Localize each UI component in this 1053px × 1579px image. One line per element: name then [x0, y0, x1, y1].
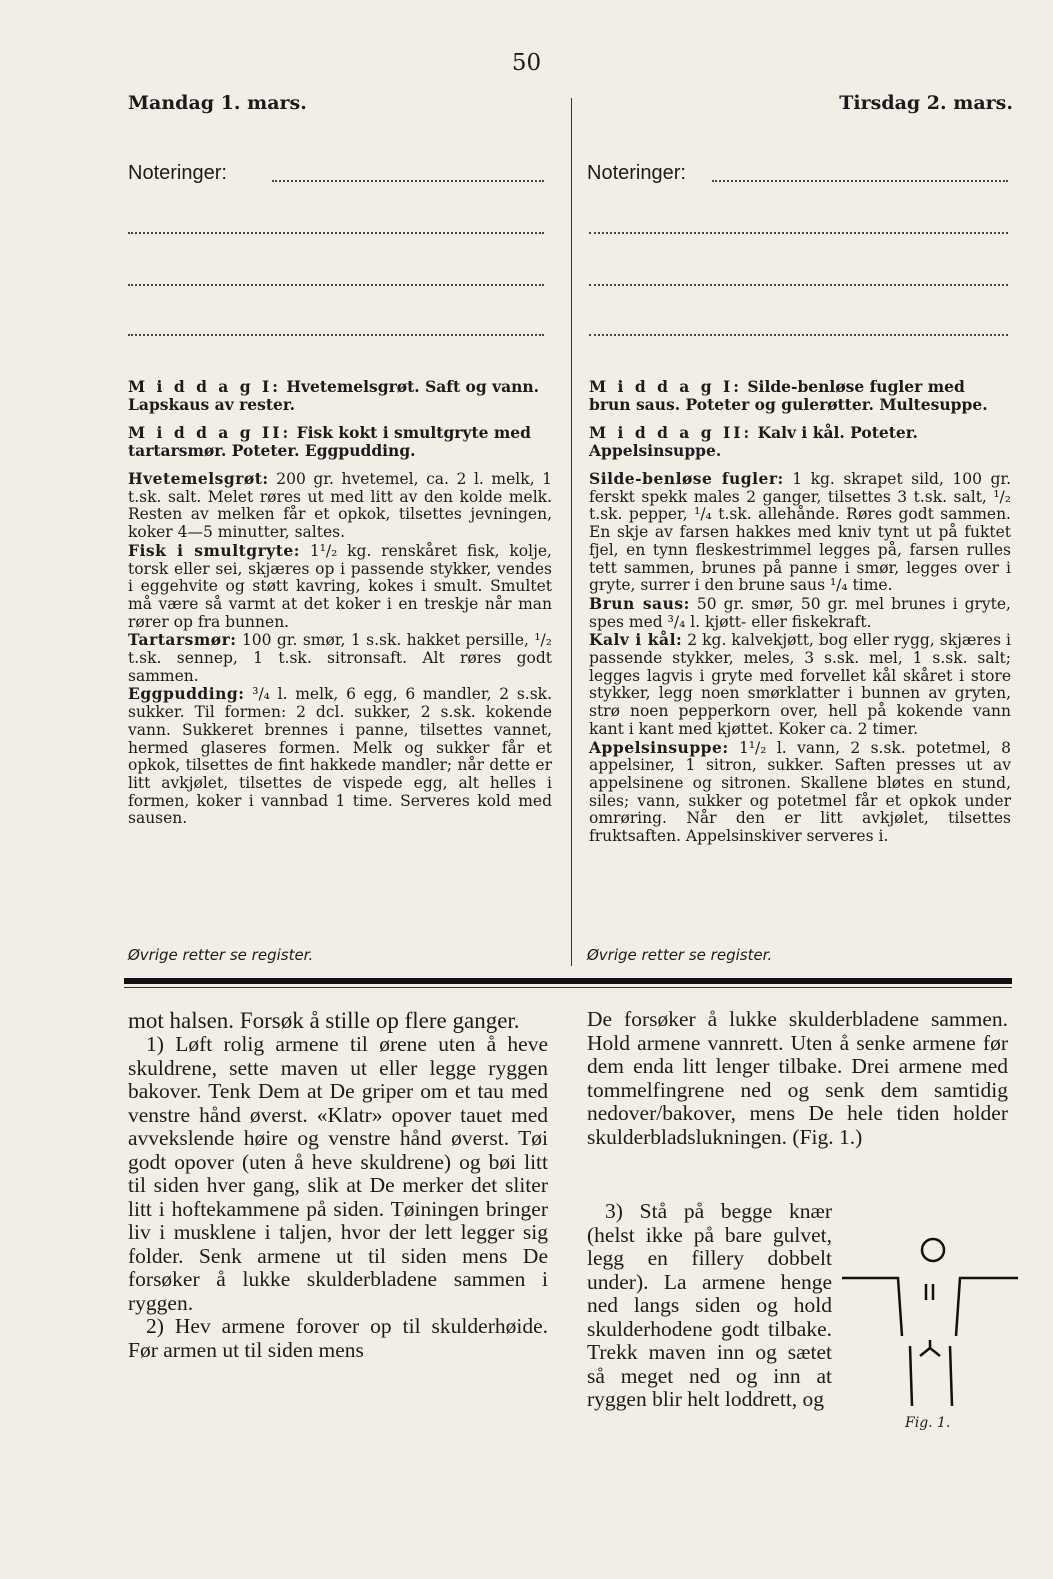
- recipe-title: Brun saus:: [589, 593, 690, 613]
- recipe-title: Appelsinsuppe:: [589, 737, 729, 757]
- right-notes-line: [589, 284, 1008, 286]
- exercise-right-column-continued: [587, 1200, 832, 1412]
- exercise-paragraph: 3) Stå på begge knær (helst ikke på bare gulvet, legg en fillery dobbelt under). La armene henge ned langs siden og hold skulderhodene godt tilbake. Trekk maven inn og sætet så meget ned og inn at ryggen blir helt loddrett, og: [587, 1199, 832, 1411]
- section-rule: [124, 978, 1012, 984]
- recipe-title: Silde-benløse fugler:: [589, 469, 784, 488]
- kneeling-figure-illustration: [840, 1228, 1020, 1438]
- recipe-text: 200 gr. hvetemel, ca. 2 l. melk, 1 t.sk. salt. Melet røres ut med litt av den kolde melk. Resten av melken får et opkok, tilsettes jevningen, koker 4—5 minutter, saltes.: [128, 470, 552, 542]
- menu-text: Silde-benløse fugler med brun saus. Poteter og gulerøtter. Multesuppe.: [589, 377, 988, 414]
- recipe-title: Fisk i smultgryte:: [128, 540, 301, 560]
- menu-text: Fisk kokt i smultgryte med tartarsmør. Poteter. Eggpudding.: [128, 423, 531, 460]
- section-rule-thin: [124, 987, 1012, 988]
- recipe-title: Hvetemelsgrøt:: [128, 469, 269, 488]
- left-notes-label: Noteringer:: [128, 162, 227, 184]
- left-menu: [128, 378, 552, 470]
- recipe-text: 1¹/₂ kg. renskåret fisk, kolje, torsk eller sei, skjæres op i passende stykker, vendes i eggehvite og støtt kavring, kokes i smult. Smultet må være så varmt at det koker i en treskje når man rører op fra bunnen.: [128, 541, 552, 631]
- figure-caption: Fig. 1.: [905, 1415, 951, 1431]
- recipe: [589, 631, 1011, 738]
- exercise-paragraph: 2) Hev armene forover op til skulderhøide. Før armen ut til siden mens: [128, 1314, 548, 1362]
- recipe: [589, 470, 1011, 595]
- left-notes-line: [128, 232, 544, 234]
- right-day-heading: Tirsdag 2. mars.: [839, 92, 1013, 114]
- left-notes-line: [128, 284, 544, 286]
- menu-prefix: M i d d a g II:: [589, 423, 753, 442]
- right-footer-note: Øvrige retter se register.: [587, 946, 773, 964]
- recipe: [589, 595, 1011, 631]
- menu-prefix: M i d d a g I:: [128, 377, 281, 396]
- right-notes-line: [589, 334, 1008, 336]
- menu-text: Hvetemelsgrøt. Saft og vann. Lapskaus av rester.: [128, 377, 540, 414]
- recipe-text: 100 gr. smør, 1 s.sk. hakket persille, ¹/₂ t.sk. sennep, 1 t.sk. sitronsaft. Alt røres godt sammen.: [128, 631, 552, 685]
- recipe: [128, 542, 552, 632]
- left-notes-line: [128, 334, 544, 336]
- right-notes-line: [589, 232, 1008, 234]
- column-divider: [571, 98, 572, 966]
- recipe-title: Eggpudding:: [128, 684, 245, 704]
- right-menu: [589, 378, 1011, 470]
- recipe-text: 1 kg. skrapet sild, 100 gr. ferskt spekk males 2 ganger, tilsettes 3 t.sk. salt, ¹/₂ t.sk. pepper, ¹/₄ t.sk. allehånde. Røres godt sammen. En skje av farsen hakkes med kniv tynt ut på fuktet fjel, en tynn fleskestrimmel legges på, farsen rulles tett sammen, brunes på panne i smør, legges over i gryte, surrer i den brune saus ¹/₄ time.: [589, 470, 1011, 595]
- right-notes-label: Noteringer:: [587, 162, 686, 184]
- exercise-paragraph: 1) Løft rolig armene til ørene uten å heve skuldrene, sette maven ut eller legge ryggen bakover. Tenk Dem at De griper om et tau med venstre hånd øverst. «Klatr» opover tauet med avvekslende høire og venstre hånd øverst. Tøi godt opover (uten å heve skuldrene) og bøi litt til siden hver gang, slik at De merker det sliter litt i hoftekammene på siden. Tøiningen bringer liv i musklene i taljen, hvor der lett legger sig folder. Senk armene ut til siden mens De forsøker å lukke skulderbladene sammen i ryggen.: [128, 1032, 548, 1315]
- recipe: [128, 470, 552, 542]
- menu-prefix: M i d d a g I:: [589, 377, 742, 396]
- recipe-text: ³/₄ l. melk, 6 egg, 6 mandler, 2 s.sk. sukker. Til formen: 2 dcl. sukker, 2 s.sk. kokende vann. Sukkeret brennes i panne, tilsettes vannet, hermed glaseres formen. Melk og sukker får et opkok, tilsettes de fint hakkede mandler; når dette er litt avkjølet, tilsettes de vispede egg, alt helles i formen, koker i vannbad 1 time. Serveres kold med sausen.: [128, 685, 552, 828]
- recipe-text: 2 kg. kalvekjøtt, bog eller rygg, skjæres i passende stykker, meles, 3 s.sk. mel, 1 s.sk. salt; legges lagvis i gryte med forvellet kål skåret i store stykker, legg noen smørklatter i bunnen av gryten, strø noen pepperkorn over, hell på kokende vann kant i kant med kjøttet. Koker ca. 2 timer.: [589, 631, 1012, 738]
- recipe-title: Kalv i kål:: [589, 630, 683, 650]
- menu-text: Kalv i kål. Poteter. Appelsinsuppe.: [589, 423, 918, 460]
- exercise-left-column: [128, 1008, 548, 1362]
- left-day-heading: Mandag 1. mars.: [128, 92, 307, 114]
- exercise-right-column: [587, 1008, 1008, 1149]
- recipe: [128, 631, 552, 685]
- page-number: 50: [511, 50, 542, 76]
- recipe-title: Tartarsmør:: [128, 630, 237, 650]
- left-footer-note: Øvrige retter se register.: [128, 946, 314, 964]
- right-notes-line: [712, 180, 1008, 182]
- left-notes-line: [272, 180, 544, 182]
- menu-prefix: M i d d a g II:: [128, 423, 292, 442]
- recipe-text: 1¹/₂ l. vann, 2 s.sk. potetmel, 8 appelsiner, 1 sitron, sukker. Saften presses ut av appelsinene og sitronen. Skallene bløtes en stund, siles; vann, sukker og potetmel får et opkok under omrøring. Når den er litt avkjølet, tilsettes fruktsaften. Appelsinskiver serveres i.: [589, 738, 1011, 846]
- recipe: [128, 685, 552, 828]
- left-recipes: [128, 470, 552, 828]
- right-recipes: [589, 470, 1011, 846]
- exercise-paragraph: De forsøker å lukke skulderbladene sammen. Hold armene vannrett. Uten å senke armene før dem enda litt lenger tilbake. Drei armene med tommelfingrene ned og senk dem samtidig nedover/bakover, mens De hele tiden holder skulderbladslukningen. (Fig. 1.): [587, 1007, 1008, 1149]
- recipe: [589, 739, 1011, 846]
- exercise-paragraph: mot halsen. Forsøk å stille op flere ganger.: [128, 1008, 520, 1033]
- recipe-text: 50 gr. smør, 50 gr. mel brunes i gryte, spes med ³/₄ l. kjøtt- eller fiskekraft.: [589, 594, 1011, 631]
